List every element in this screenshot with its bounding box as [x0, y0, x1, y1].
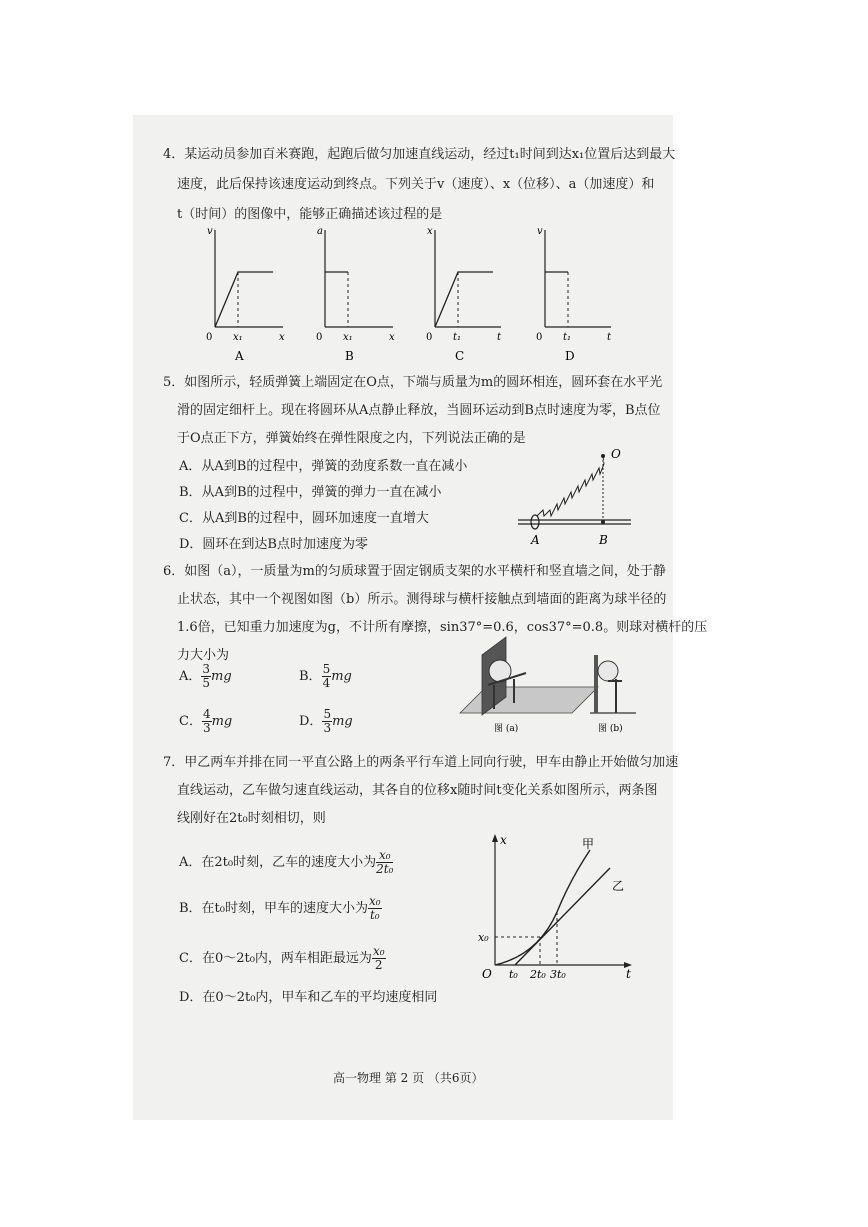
q7-graph-label-yi: 乙 [612, 879, 625, 893]
q4-b-tick: x₁ [343, 332, 353, 343]
q4-d-tick: t₁ [563, 332, 572, 343]
q5-option-a: A．从A到B的过程中，弹簧的劲度系数一直在减小 [179, 459, 468, 474]
q7-graph-x0: x₀ [478, 931, 489, 944]
q6-line-2: 止状态，其中一个视图如图（b）所示。测得球与横杆接触点到墙面的距离为球半径的 [177, 592, 667, 607]
q7-option-d: D．在0～2t₀内，甲车和乙车的平均速度相同 [179, 990, 438, 1005]
q6-option-d: D． $\frac{5}{3}$ mg [299, 707, 353, 735]
q6-fig-a-caption: 图 (a) [494, 724, 519, 734]
q5-option-c: C．从A到B的过程中，圆环加速度一直增大 [179, 511, 429, 526]
q4-c-ylabel: x [427, 226, 433, 237]
q5-line-3: 于O点正下方，弹簧始终在弹性限度之内，下列说法正确的是 [177, 431, 526, 446]
q6-option-c: C． $\frac{4}{3}$ mg [179, 707, 233, 735]
q7-graph-tick-3t0: 3t₀ [550, 968, 566, 980]
q4-line-3: t（时间）的图像中，能够正确描述该过程的是 [177, 207, 443, 222]
q7-line-1: 7．甲乙两车并排在同一平直公路上的两条平行车道上同向行驶，甲车由静止开始做匀加速 [163, 755, 679, 770]
q4-line-1: 4．某运动员参加百米赛跑，起跑后做匀加速直线运动，经过t₁时间到达x₁位置后达到最大 [163, 147, 676, 162]
q5-line-1: 5．如图所示，轻质弹簧上端固定在O点，下端与质量为m的圆环相连，圆环套在水平光 [163, 375, 663, 390]
q6-line-1: 6．如图（a），一质量为m的匀质球置于固定钢质支架的水平横杆和竖直墙之间，处于静 [163, 564, 666, 579]
q6-line-3: 1.6倍，已知重力加速度为g，不计所有摩擦，sin37°=0.6，cos37°=0.8。则球对横杆的压 [177, 620, 708, 635]
q4-c-xlabel: t [497, 332, 502, 343]
q4-c-letter: C [455, 349, 465, 362]
q6-option-a: A． $\frac{3}{5}$ mg [179, 662, 232, 690]
q4-d-xlabel: t [607, 332, 612, 343]
q4-graph-d [536, 226, 612, 362]
q6-figure-b [590, 655, 636, 734]
q4-c-tick: t₁ [453, 332, 462, 343]
q7-line-3: 线刚好在2t₀时刻相切，则 [177, 811, 326, 826]
q6-option-b: B． $\frac{5}{4}$ mg [299, 662, 352, 690]
q4-c-origin: 0 [426, 332, 433, 343]
q4-a-xlabel: x [279, 332, 285, 343]
q4-b-ylabel: a [317, 226, 323, 237]
q6-figure-a [460, 637, 598, 734]
line-yi [515, 868, 610, 965]
q4-graph-b [316, 226, 395, 362]
q4-d-ylabel: v [537, 226, 543, 237]
q5-label-b: B [599, 533, 608, 547]
q5-option-d: D．圆环在到达B点时加速度为零 [179, 537, 368, 552]
q4-d-letter: D [565, 349, 575, 362]
q7-graph-origin: O [482, 967, 492, 980]
page-footer: 高一物理 第 2 页 （共6页） [333, 1071, 484, 1085]
q7-option-b: B．在t₀时刻，甲车的速度大小为 $\frac{\text{x₀}}{\text{t₀}}$ [179, 894, 381, 922]
q7-line-2: 直线运动，乙车做匀速直线运动，其各自的位移x随时间t变化关系如图所示，两条图 [177, 783, 658, 798]
q4-d-origin: 0 [536, 332, 543, 343]
q7-graph-xlabel: t [626, 967, 631, 980]
q7-xt-graph [478, 830, 638, 980]
q4-a-tick: x₁ [233, 332, 243, 343]
q6-figures [458, 635, 658, 735]
q4-line-2: 速度，此后保持该速度运动到终点。下列关于v（速度）、x（位移）、a（加速度）和 [177, 177, 655, 192]
exam-page [133, 115, 708, 1120]
q4-a-origin: 0 [206, 332, 213, 343]
q6-line-4: 力大小为 [177, 648, 230, 663]
q4-graphs [203, 222, 623, 362]
q4-a-ylabel: v [207, 226, 213, 237]
q4-b-xlabel: x [389, 332, 395, 343]
q7-option-a: A．在2t₀时刻，乙车的速度大小为 $\frac{\text{x₀}}{\text{2t₀}}$ [179, 848, 394, 876]
q5-spring-figure [513, 440, 638, 550]
curve-jia [495, 850, 590, 965]
q5-line-2: 滑的固定细杆上。现在将圆环从A点静止释放，当圆环运动到B点时速度为零，B点位 [177, 403, 661, 418]
q7-option-c: C．在0～2t₀内，两车相距最远为 $\frac{\text{x₀}}{2}$ [179, 944, 385, 972]
q7-graph-label-jia: 甲 [582, 837, 595, 851]
q4-graph-a [206, 226, 285, 362]
q7-graph-tick-t0: t₀ [509, 968, 518, 980]
q4-b-letter: B [345, 349, 354, 362]
q7-graph-tick-2t0: 2t₀ [530, 968, 546, 980]
q4-b-origin: 0 [316, 332, 323, 343]
q7-graph-ylabel: x [500, 833, 507, 847]
q6-fig-b-caption: 图 (b) [598, 724, 623, 734]
q4-graph-c [426, 226, 502, 362]
q5-label-o: O [611, 447, 621, 461]
q5-option-b: B．从A到B的过程中，弹簧的弹力一直在减小 [179, 485, 442, 500]
q4-a-letter: A [235, 349, 244, 362]
q5-label-a: A [531, 533, 540, 547]
ring [531, 515, 539, 529]
